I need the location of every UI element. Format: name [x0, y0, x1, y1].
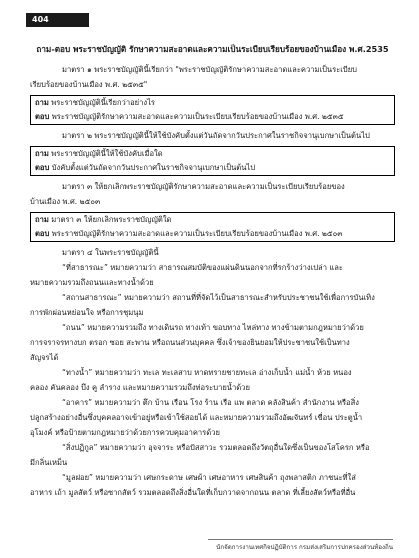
question-text: พระราชบัญญัตินี้เรียกว่าอย่างไร	[51, 98, 155, 107]
definition-line: สัญจรได้	[30, 353, 59, 362]
answer-label: ตอบ	[35, 112, 50, 121]
question-label: ถาม	[35, 98, 49, 107]
definition-line: อาหาร เถ้า มูลสัตว์ หรือซากสัตว์ รวมตลอดถึงสิ่งอื่นใดที่เก็บกวาดจากถนน ตลาด ที่เลี้ยงสัตว์หรือที่อื่น	[30, 488, 356, 497]
document-title: ถาม-ตอบ พระราชบัญญัติ รักษาความสะอาดและความเป็นระเบียบเรียบร้อยของบ้านเมือง พ.ศ.2535	[36, 44, 389, 54]
answer-line	[35, 227, 390, 241]
answer-line	[35, 110, 390, 124]
qa-box-1	[30, 95, 395, 125]
definition-line: คลอง คันคลอง บึง คู ลำราง และหมายความรวมถึงท่อระบายน้ำด้วย	[30, 383, 250, 392]
answer-label: ตอบ	[35, 163, 50, 172]
definition-line: มีกลิ่นเหม็น	[30, 458, 68, 467]
section-4-heading: มาตรา ๔ ในพระราชบัญญัตินี้	[62, 248, 159, 257]
qa-box-2	[30, 146, 395, 176]
section-1-line: มาตรา ๑ พระราชบัญญัตินี้เรียกว่า "พระราชบัญญัติรักษาความสะอาดและความเป็นระเบียบ	[62, 65, 357, 74]
definition-line: “สถานสาธารณะ” หมายความว่า สถานที่ที่จัดไว้เป็นสาธารณะสำหรับประชาชนใช้เพื่อการบันเทิง	[62, 293, 375, 302]
answer-text: บังคับตั้งแต่วันถัดจากวันประกาศในราชกิจจานุเบกษาเป็นต้นไป	[51, 163, 256, 172]
section-3-line: มาตรา ๓ ให้ยกเลิกพระราชบัญญัติรักษาความสะอาดและความเป็นระเบียบเรียบร้อยของ	[62, 182, 345, 191]
question-label: ถาม	[35, 215, 49, 224]
section-3-line: บ้านเมือง พ.ศ. ๒๕๐๓	[30, 197, 101, 206]
question-label: ถาม	[35, 149, 49, 158]
document-body	[30, 43, 395, 500]
definition-line: “ที่สาธารณะ” หมายความว่า สาธารณสมบัติของแผ่นดินนอกจากที่รกร้างว่างเปล่า และ	[62, 263, 344, 272]
answer-line	[35, 161, 390, 175]
definition-line: “ทางน้ำ” หมายความว่า ทะเล ทะเลสาบ หาดทรายชายทะเล อ่างเก็บน้ำ แม่น้ำ ห้วย หนอง	[62, 368, 352, 377]
answer-text: พระราชบัญญัติรักษาความสะอาดและความเป็นระเบียบเรียบร้อยของบ้านเมือง พ.ศ. ๒๕๓๕	[51, 112, 344, 121]
definition-line: “อาคาร” หมายความว่า ตึก บ้าน เรือน โรง ร้าน เรือ แพ ตลาด คลังสินค้า สำนักงาน หรือสิ่ง	[62, 398, 359, 407]
section-1-line: เรียบร้อยของบ้านเมือง พ.ศ. ๒๕๓๕"	[30, 80, 148, 89]
definition-line: การจราจรทางบก ตรอก ซอย สะพาน หรือถนนส่วนบุคคล ซึ่งเจ้าของยินยอมให้ประชาชนใช้เป็นทาง	[30, 338, 350, 347]
qa-box-3	[30, 212, 395, 242]
page-number-tab: 404	[26, 13, 89, 27]
section-2-line: มาตรา ๒ พระราชบัญญัตินี้ให้ใช้บังคับตั้งแต่วันถัดจากวันประกาศในราชกิจจานุเบกษาเป็นต้นไป	[62, 131, 370, 140]
question-text: พระราชบัญญัตินี้ให้ใช้บังคับเมื่อใด	[51, 149, 163, 158]
definition-line: อุโมงค์ หรือป้ายตามกฎหมายว่าด้วยการควบคุมอาคารด้วย	[30, 428, 220, 437]
definition-line: “ถนน” หมายความรวมถึง ทางเดินรถ ทางเท้า ขอบทาง ไหล่ทาง ทางข้ามตามกฎหมายว่าด้วย	[62, 323, 364, 332]
question-text: มาตรา ๓ ให้ยกเลิกพระราชบัญญัติใด	[51, 215, 172, 224]
question-line	[35, 213, 390, 227]
definition-line: “สิ่งปฏิกูล” หมายความว่า อุจจาระ หรือปัสสาวะ รวมตลอดถึงวัตถุอื่นใดซึ่งเป็นของโสโครก หรือ	[62, 443, 370, 452]
page-footer: นักจัดการงานเทศกิจปฏิบัติการ กรมส่งเสริมการปกครองส่วนท้องถิ่น	[208, 539, 393, 552]
question-line	[35, 96, 390, 110]
answer-label: ตอบ	[35, 229, 50, 238]
definition-line: การพักผ่อนหย่อนใจ หรือการชุมนุม	[30, 308, 144, 317]
definition-line: “มูลฝอย” หมายความว่า เศษกระดาษ เศษผ้า เศษอาหาร เศษสินค้า ถุงพลาสติก ภาชนะที่ใส่	[62, 473, 356, 482]
definition-line: ปลูกสร้างอย่างอื่นซึ่งบุคคลอาจเข้าอยู่หรือเข้าใช้สอยได้ และหมายความรวมถึงอัฒจันทร์ เขื่อน ประตูน้ำ	[30, 413, 363, 422]
answer-text: พระราชบัญญัติรักษาความสะอาดและความเป็นระเบียบเรียบร้อยของบ้านเมือง พ.ศ. ๒๕๐๓	[51, 229, 343, 238]
definition-line: หมายความรวมถึงถนนและทางน้ำด้วย	[30, 278, 154, 287]
question-line	[35, 147, 390, 161]
